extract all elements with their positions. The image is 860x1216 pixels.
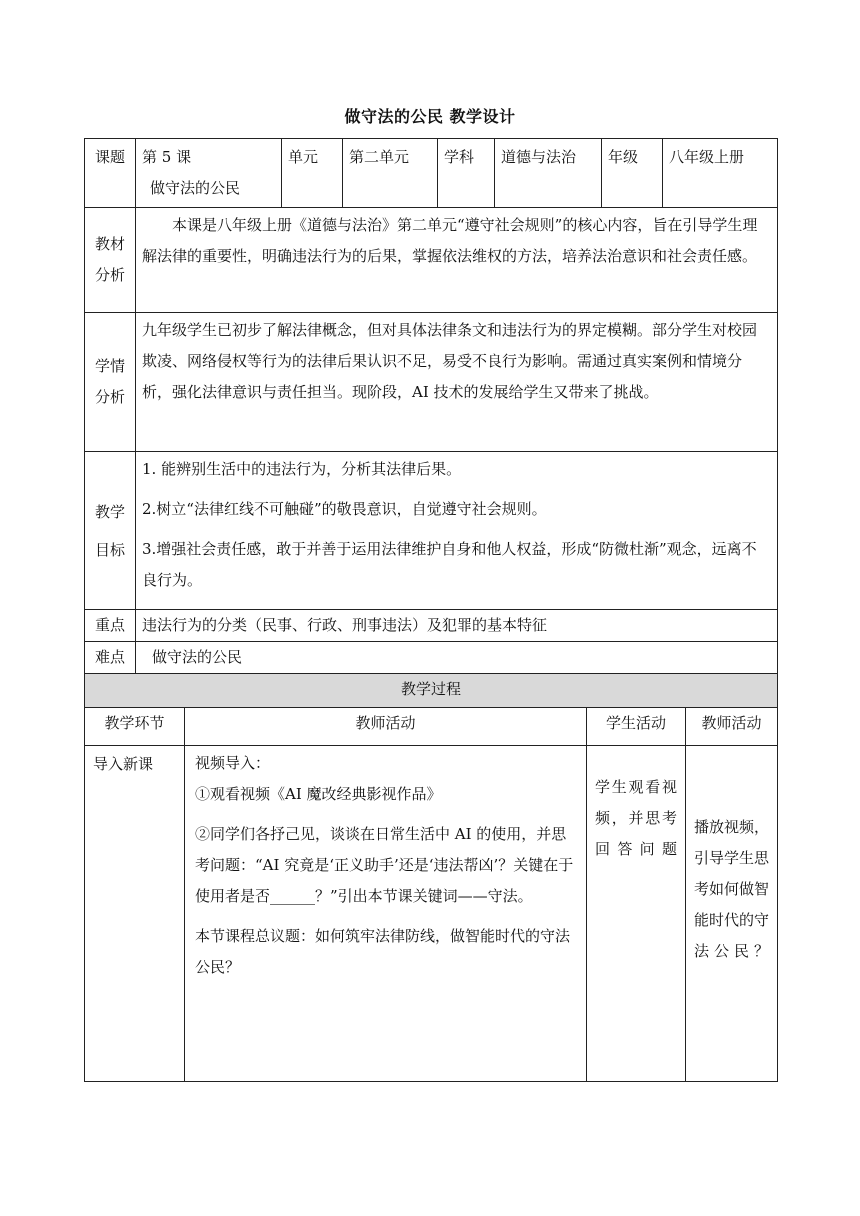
lesson-info-table [84,138,778,674]
difficulty-row [85,642,778,674]
lesson-number: 第 5 课 [142,148,192,166]
material-label-2: 分析 [94,266,125,284]
header-teacher-activity: 教师活动 [185,708,587,746]
goals-label-2: 目标 [94,540,125,559]
goal-item: 3.增强社会责任感，敢于并善于运用法律维护自身和他人权益，形成“防微杜渐”观念，远离不良行为。 [142,540,757,589]
material-analysis [136,208,778,313]
goal-item: 2.树立“法律红线不可触碰”的敬畏意识，自觉遵守社会规则。 [142,500,547,518]
students-label-1: 学情 [94,357,125,375]
process-title: 教学过程 [85,674,778,708]
teacher-activity-2-text: 播放视频，引导学生思考如何做智能时代的守法公民？ [694,818,770,960]
unit-value: 第二单元 [343,139,438,208]
process-row [85,746,778,1082]
goals-label-1: 教学 [94,502,125,521]
teacher-activity [185,746,587,1082]
header-stage: 教学环节 [85,708,185,746]
teacher-line: 视频导入： [195,754,271,772]
teacher-activity-2 [686,746,778,1082]
students-row [85,313,778,452]
students-analysis [136,313,778,452]
subject-value: 道德与法治 [495,139,602,208]
unit-label: 单元 [282,139,343,208]
topic-label: 课题 [85,139,136,208]
material-label [85,208,136,313]
lesson-name: 做守法的公民 [150,179,241,197]
material-row [85,208,778,313]
teacher-line: ②同学们各抒己见，谈谈在日常生活中 AI 的使用，并思考问题：“AI 究竟是‘正义助手’还是‘违法帮凶’？关键在于使用者是否______？”引出本节课关键词——守法。 [195,825,574,905]
process-header-row [85,708,778,746]
teaching-process-table [84,673,778,1082]
students-label-2: 分析 [94,388,125,406]
header-teacher-activity-2: 教师活动 [686,708,778,746]
student-activity [587,746,686,1082]
key-point-text: 违法行为的分类（民事、行政、刑事违法）及犯罪的基本特征 [136,610,778,642]
goals-label [85,452,136,610]
teacher-line: ①观看视频《AI 魔改经典影视作品》 [195,785,442,803]
student-activity-text: 学生观看视频，并思考回答问题 [595,778,677,858]
difficulty-label: 难点 [85,642,136,674]
teaching-goals [136,452,778,610]
topic-value [136,139,282,208]
basic-info-row [85,139,778,208]
grade-label: 年级 [602,139,663,208]
subject-label: 学科 [438,139,495,208]
material-label-1: 教材 [94,235,125,253]
header-student-activity: 学生活动 [587,708,686,746]
document-title: 做守法的公民 教学设计 [344,107,516,126]
process-title-row [85,674,778,708]
difficulty-text: 做守法的公民 [136,642,778,674]
key-point-row [85,610,778,642]
material-text: 本课是八年级上册《道德与法治》第二单元“遵守社会规则”的核心内容，旨在引导学生理解法律的重要性，明确违法行为的后果，掌握依法维权的方法，培养法治意识和社会责任感。 [142,216,758,265]
students-label [85,313,136,452]
stage-name: 导入新课 [85,746,185,1082]
goal-item: 1. 能辨别生活中的违法行为，分析其法律后果。 [142,460,462,478]
key-point-label: 重点 [85,610,136,642]
grade-value: 八年级上册 [663,139,778,208]
teacher-line: 本节课程总议题：如何筑牢法律防线，做智能时代的守法公民？ [195,927,571,976]
students-text: 九年级学生已初步了解法律概念，但对具体法律条文和违法行为的界定模糊。部分学生对校园欺凌、网络侵权等行为的法律后果认识不足，易受不良行为影响。需通过真实案例和情境分析，强化法律意识与责任担当。现阶段，AI 技术的发展给学生又带来了挑战。 [142,321,758,401]
goals-row [85,452,778,610]
